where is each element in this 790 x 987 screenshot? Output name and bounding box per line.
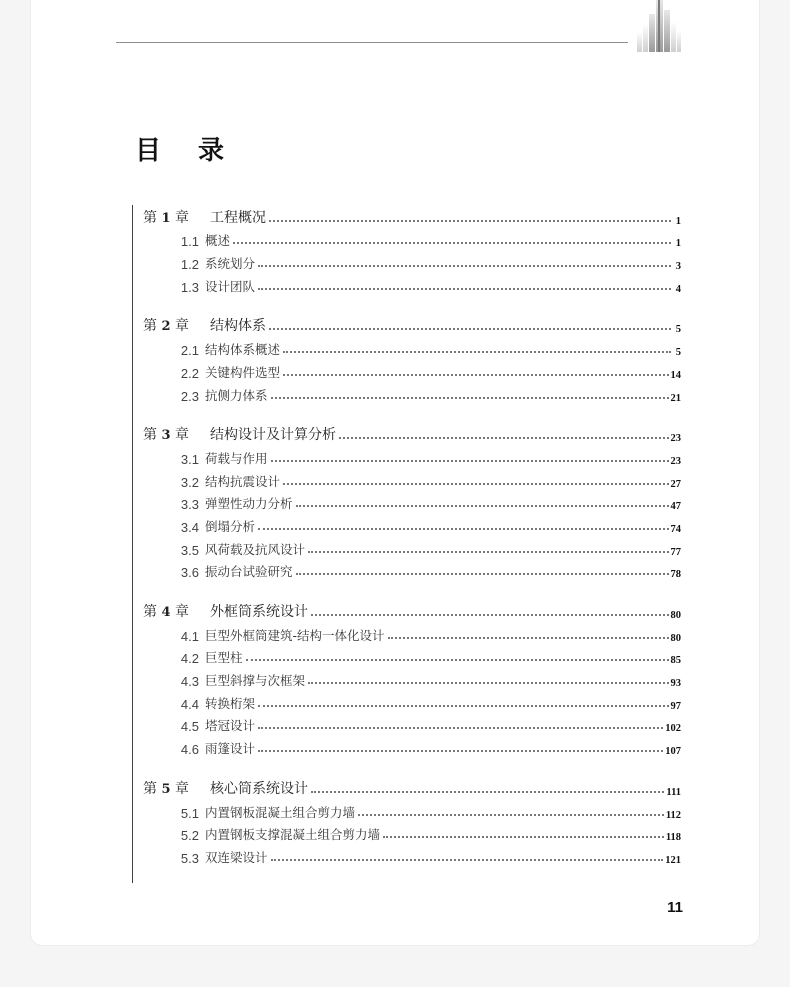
section-number: 4.6 [180, 742, 199, 758]
dot-leader [388, 637, 669, 639]
toc-section-entry[interactable] [143, 798, 681, 821]
chapter-prefix: 第 [143, 604, 157, 620]
toc-section-entry[interactable] [143, 358, 681, 381]
toc-section-entry[interactable] [143, 444, 681, 467]
toc-section-entry[interactable] [143, 712, 681, 735]
section-page-number: 118 [665, 832, 681, 844]
section-page-number: 107 [665, 746, 681, 758]
document-page [30, 0, 760, 946]
chapter-page-number: 5 [675, 324, 681, 336]
chapter-number-value: 5 [161, 781, 171, 797]
section-page-number: 47 [670, 501, 681, 513]
toc-chapter-entry[interactable] [143, 204, 681, 227]
section-title: 内置钢板混凝土组合剪力墙 [205, 804, 356, 820]
chapter-suffix: 章 [174, 604, 189, 620]
section-title: 双连梁设计 [205, 849, 268, 865]
header-skyline-graphic [636, 0, 682, 52]
section-page-number: 4 [675, 283, 681, 295]
chapter-number [143, 207, 210, 227]
table-of-contents [143, 204, 681, 866]
section-number: 4.1 [180, 628, 199, 644]
chapter-page-number: 1 [675, 215, 681, 227]
section-title: 倒塌分析 [205, 518, 256, 534]
section-title: 设计团队 [205, 278, 256, 294]
toc-section-entry[interactable] [143, 272, 681, 295]
section-page-number: 27 [670, 478, 681, 490]
section-number: 3.3 [180, 497, 199, 513]
section-number: 2.3 [180, 388, 199, 404]
toc-chapter [143, 775, 681, 866]
section-title: 雨篷设计 [205, 741, 256, 757]
chapter-suffix: 章 [174, 318, 189, 335]
dot-leader [358, 814, 664, 816]
chapter-number [143, 315, 210, 335]
chapter-page-number: 23 [670, 433, 681, 445]
toc-section-entry[interactable] [143, 689, 681, 712]
section-title: 塔冠设计 [205, 718, 256, 734]
toc-chapter [143, 422, 681, 581]
header-rule [116, 42, 628, 43]
section-title: 荷载与作用 [205, 450, 268, 466]
section-page-number: 97 [670, 700, 681, 712]
chapter-number [143, 601, 210, 621]
chapter-prefix: 第 [143, 318, 157, 335]
chapter-title: 工程概况 [210, 209, 266, 226]
section-page-number: 3 [675, 261, 681, 273]
toc-section-entry[interactable] [143, 335, 681, 358]
chapter-page-number: 111 [666, 786, 681, 798]
chapter-number-value: 2 [161, 319, 171, 335]
section-title: 关键构件选型 [205, 364, 281, 380]
dot-leader [311, 791, 664, 793]
section-title: 概述 [205, 233, 231, 249]
section-number: 1.3 [180, 279, 199, 295]
section-number: 4.2 [180, 651, 199, 667]
section-title: 转换桁架 [205, 695, 256, 711]
dot-leader [269, 220, 671, 222]
toc-section-entry[interactable] [143, 512, 681, 535]
section-number: 3.1 [180, 451, 199, 467]
section-page-number: 112 [665, 809, 681, 821]
page-number: 11 [667, 899, 683, 916]
dot-leader [246, 659, 669, 661]
section-title: 巨型柱 [205, 650, 243, 666]
section-title: 结构抗震设计 [205, 473, 281, 489]
chapter-number-value: 3 [161, 428, 171, 444]
toc-section-entry[interactable] [143, 821, 681, 844]
section-title: 抗侧力体系 [205, 387, 268, 403]
dot-leader [283, 351, 671, 353]
chapter-title: 外框筒系统设计 [210, 604, 308, 620]
section-page-number: 78 [670, 569, 681, 581]
toc-section-entry[interactable] [143, 644, 681, 667]
dot-leader [271, 397, 669, 399]
section-number: 4.5 [180, 719, 199, 735]
toc-section-entry[interactable] [143, 227, 681, 250]
section-title: 振动台试验研究 [205, 564, 293, 580]
toc-section-entry[interactable] [143, 843, 681, 866]
section-number: 3.5 [180, 542, 199, 558]
section-page-number: 1 [675, 238, 681, 250]
dot-leader [258, 528, 668, 530]
chapter-title: 结构体系 [210, 318, 266, 335]
dot-leader [271, 460, 669, 462]
chapter-prefix: 第 [143, 209, 157, 226]
toc-section-entry[interactable] [143, 490, 681, 513]
chapter-title: 核心筒系统设计 [210, 780, 308, 797]
dot-leader [296, 505, 669, 507]
chapter-prefix: 第 [143, 427, 157, 444]
toc-section-entry[interactable] [143, 666, 681, 689]
chapter-title: 结构设计及计算分析 [210, 427, 336, 444]
dot-leader [258, 727, 663, 729]
chapter-number-value: 4 [161, 605, 171, 620]
section-number: 2.1 [180, 343, 199, 359]
section-number: 5.3 [180, 850, 199, 866]
section-page-number: 14 [670, 369, 681, 381]
section-page-number: 5 [675, 347, 681, 359]
section-title: 弹塑性动力分析 [205, 496, 293, 512]
section-page-number: 85 [670, 655, 681, 667]
section-page-number: 74 [670, 523, 681, 535]
dot-leader [383, 836, 664, 838]
section-number: 4.4 [180, 696, 199, 712]
toc-chapter [143, 204, 681, 295]
section-title: 巨型外框筒建筑-结构一体化设计 [205, 627, 385, 643]
dot-leader [258, 288, 671, 290]
toc-chapter [143, 313, 681, 404]
chapter-number [143, 424, 210, 444]
section-number: 1.1 [180, 234, 199, 250]
toc-section-entry[interactable] [143, 467, 681, 490]
dot-leader [269, 328, 671, 330]
dot-leader [271, 859, 664, 861]
toc-vertical-rule [132, 205, 133, 883]
chapter-prefix: 第 [143, 780, 157, 797]
section-page-number: 23 [670, 455, 681, 467]
toc-section-entry[interactable] [143, 249, 681, 272]
toc-chapter [143, 598, 681, 757]
section-number: 2.2 [180, 365, 199, 381]
chapter-suffix: 章 [174, 209, 189, 226]
dot-leader [233, 242, 671, 244]
toc-section-entry[interactable] [143, 734, 681, 757]
toc-section-entry[interactable] [143, 535, 681, 558]
section-page-number: 121 [665, 854, 681, 866]
dot-leader [283, 374, 668, 376]
section-number: 5.1 [180, 805, 199, 821]
chapter-number [143, 778, 210, 798]
section-page-number: 102 [665, 723, 681, 735]
toc-section-entry[interactable] [143, 381, 681, 404]
dot-leader [258, 265, 671, 267]
chapter-page-number: 80 [670, 610, 681, 621]
chapter-number-value: 1 [161, 210, 171, 226]
toc-section-entry[interactable] [143, 558, 681, 581]
dot-leader [258, 705, 668, 707]
section-number: 4.3 [180, 674, 199, 690]
dot-leader [311, 614, 669, 616]
toc-section-entry[interactable] [143, 621, 681, 644]
section-page-number: 80 [670, 632, 681, 644]
toc-title: 目 录 [135, 136, 239, 166]
section-number: 1.2 [180, 257, 199, 273]
section-page-number: 21 [670, 392, 681, 404]
dot-leader [339, 437, 669, 439]
chapter-suffix: 章 [174, 427, 189, 444]
toc-chapter-entry[interactable] [143, 313, 681, 336]
toc-chapter-entry[interactable] [143, 422, 681, 445]
dot-leader [308, 551, 668, 553]
section-title: 风荷载及抗风设计 [205, 541, 306, 557]
section-number: 3.2 [180, 474, 199, 490]
section-title: 结构体系概述 [205, 342, 281, 358]
dot-leader [296, 573, 669, 575]
toc-chapter-entry[interactable] [143, 775, 681, 798]
dot-leader [308, 682, 668, 684]
section-number: 3.6 [180, 565, 199, 581]
section-page-number: 93 [670, 678, 681, 690]
section-title: 系统划分 [205, 256, 256, 272]
toc-chapter-entry[interactable] [143, 598, 681, 621]
dot-leader [258, 750, 663, 752]
section-page-number: 77 [670, 546, 681, 558]
section-title: 内置钢板支撑混凝土组合剪力墙 [205, 827, 381, 843]
section-title: 巨型斜撑与次框架 [205, 673, 306, 689]
chapter-suffix: 章 [174, 780, 189, 797]
section-number: 3.4 [180, 519, 199, 535]
dot-leader [283, 483, 668, 485]
section-number: 5.2 [180, 828, 199, 844]
